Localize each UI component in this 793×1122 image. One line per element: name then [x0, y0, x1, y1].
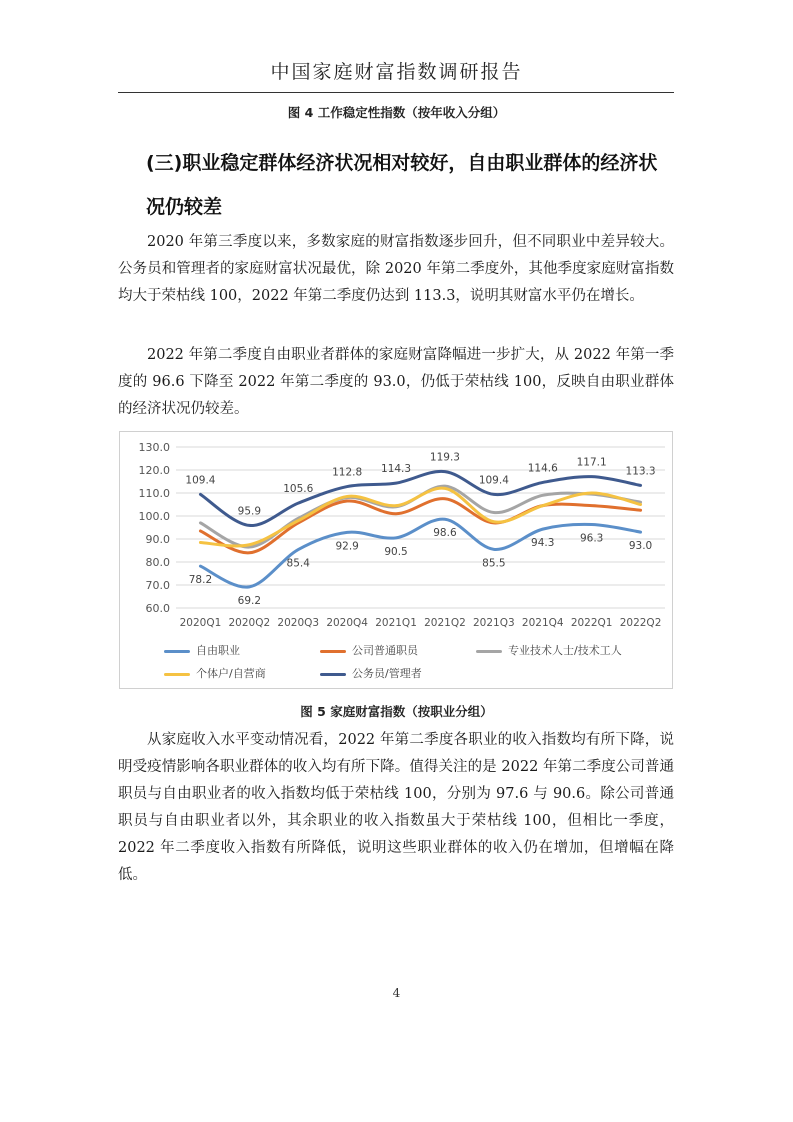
data-label: 78.2 — [188, 574, 213, 587]
y-tick-label: 110.0 — [138, 487, 170, 500]
page-header-title: 中国家庭财富指数调研报告 — [270, 61, 523, 83]
data-label: 113.3 — [625, 465, 656, 478]
data-label: 117.1 — [576, 456, 607, 469]
data-label: 119.3 — [429, 451, 460, 464]
x-tick-label: 2020Q1 — [179, 617, 222, 629]
data-label: 105.6 — [283, 483, 314, 496]
legend-swatch — [320, 673, 346, 676]
y-tick-label: 100.0 — [138, 510, 170, 523]
x-tick-label: 2022Q2 — [619, 617, 662, 629]
data-label: 95.9 — [237, 505, 262, 518]
legend-label: 个体户/自营商 — [196, 667, 266, 680]
x-tick-label: 2020Q4 — [326, 617, 368, 629]
data-label: 92.9 — [335, 540, 359, 553]
legend-item — [320, 642, 418, 658]
data-label: 109.4 — [185, 474, 216, 487]
legend-label: 自由职业 — [196, 644, 240, 657]
paragraph-2: 2022 年第二季度自由职业者群体的家庭财富降幅进一步扩大，从 2022 年第一季度的 96.6 下降至 2022 年第二季度的 93.0，仍低于荣枯线 100，反映自由职业群体的经济状况仍较差。 — [118, 347, 674, 417]
section-heading: (三)职业稳定群体经济状况相对较好，自由职业群体的经济状况仍较差 — [146, 152, 658, 218]
household-wealth-chart — [119, 431, 673, 689]
figure-5-caption: 图 5 家庭财富指数（按职业分组） — [300, 704, 493, 719]
figure-4-caption: 图 4 工作稳定性指数（按年收入分组） — [287, 105, 506, 120]
data-label: 93.0 — [628, 540, 653, 553]
legend-swatch — [164, 650, 190, 653]
data-label: 112.8 — [332, 466, 363, 479]
x-tick-label: 2021Q1 — [375, 617, 417, 629]
y-tick-label: 80.0 — [145, 556, 170, 569]
legend-swatch — [320, 650, 346, 653]
data-label: 94.3 — [531, 537, 555, 550]
data-label: 90.5 — [384, 545, 408, 558]
legend-label: 公司普通职员 — [352, 644, 418, 657]
data-label: 114.3 — [381, 463, 412, 476]
x-tick-label: 2021Q2 — [424, 617, 466, 629]
data-label: 98.6 — [433, 527, 457, 540]
x-tick-label: 2022Q1 — [570, 617, 613, 629]
legend-item — [476, 642, 622, 658]
paragraph-3: 从家庭收入水平变动情况看，2022 年第二季度各职业的收入指数均有所下降，说明受疫情影响各职业群体的收入均有所下降。值得关注的是 2022 年第二季度公司普通职员与自由职业者的收入指数均低于荣枯线 100，分别为 97.6 与 90.6。除公司普通职员与自由职业者以外，其余职业的收入指数虽大于荣枯线 100，但相比一季度，2022 年二季度收入指数有所降低，说明这些职业群体的收入仍在增加，但增幅在降低。 — [118, 732, 674, 883]
legend-item — [320, 665, 422, 681]
y-tick-label: 70.0 — [145, 579, 170, 592]
x-tick-label: 2020Q2 — [228, 617, 271, 629]
data-label: 114.6 — [527, 462, 558, 475]
chart-legend — [120, 432, 674, 690]
x-tick-label: 2020Q3 — [277, 617, 320, 629]
legend-swatch — [164, 673, 190, 676]
data-label: 109.4 — [478, 474, 509, 487]
header-divider — [118, 92, 674, 93]
legend-item — [164, 642, 240, 658]
legend-label: 公务员/管理者 — [352, 667, 422, 680]
y-tick-label: 130.0 — [138, 441, 170, 454]
y-tick-label: 90.0 — [145, 533, 170, 546]
legend-item — [164, 665, 266, 681]
legend-swatch — [476, 650, 502, 653]
y-tick-label: 120.0 — [138, 464, 170, 477]
y-tick-label: 60.0 — [145, 602, 170, 615]
data-label: 96.3 — [579, 532, 604, 545]
data-label: 69.2 — [237, 594, 262, 607]
page-number: 4 — [392, 986, 401, 1000]
legend-label: 专业技术人士/技术工人 — [508, 644, 622, 657]
data-label: 85.4 — [286, 557, 310, 570]
data-label: 85.5 — [482, 557, 506, 570]
x-tick-label: 2021Q4 — [521, 617, 564, 629]
paragraph-1: 2020 年第三季度以来，多数家庭的财富指数逐步回升，但不同职业中差异较大。公务员和管理者的家庭财富状况最优，除 2020 年第二季度外，其他季度家庭财富指数均大于荣枯线 100，2022 年第二季度仍达到 113.3，说明其财富水平仍在增长。 — [118, 234, 674, 304]
x-tick-label: 2021Q3 — [473, 617, 515, 629]
